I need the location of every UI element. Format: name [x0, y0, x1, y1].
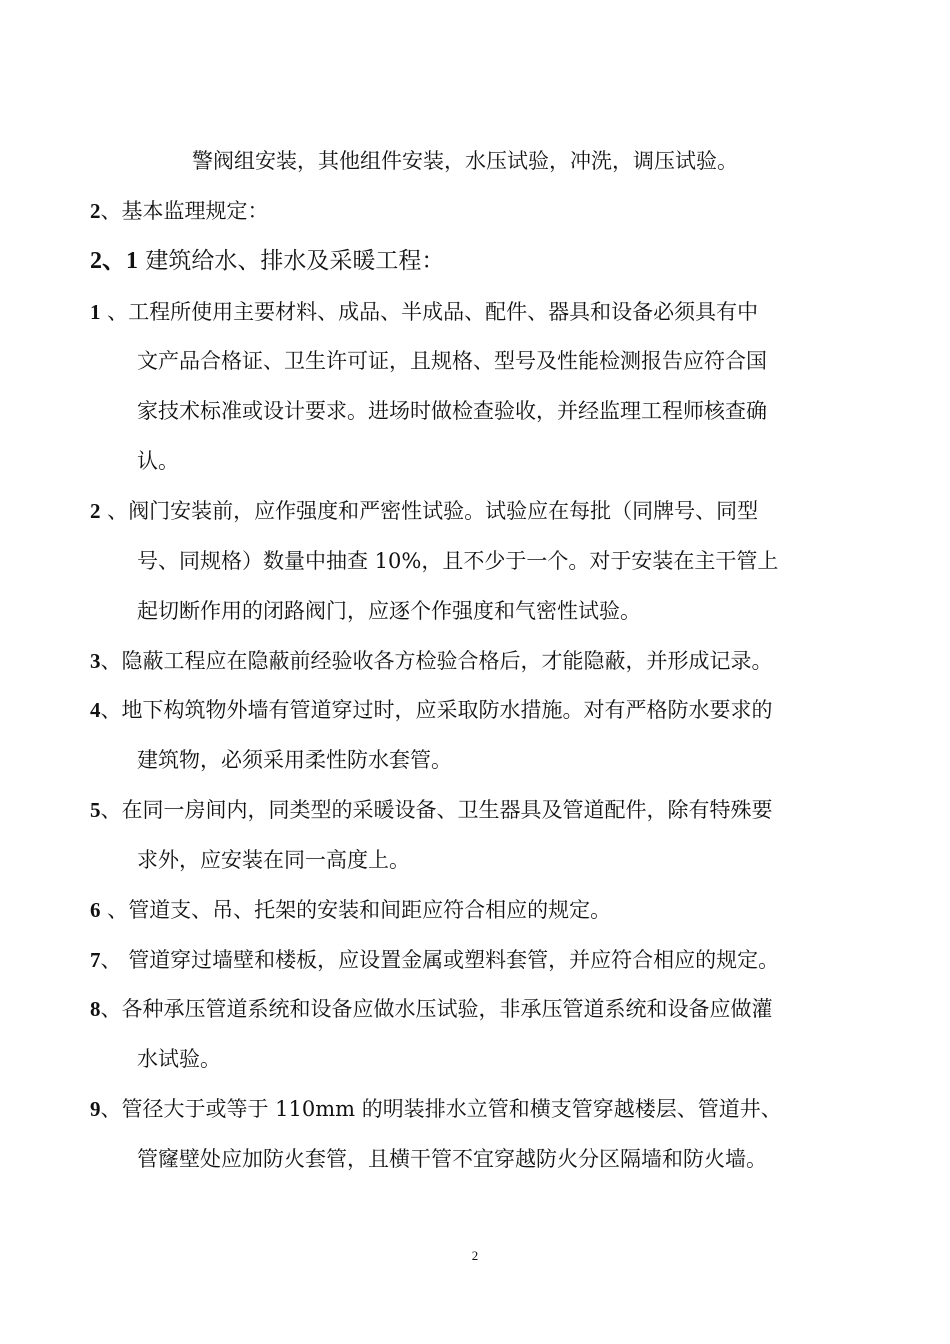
- line-text: 求外，应安装在同一高度上。: [137, 848, 410, 872]
- list-item-7: [90, 945, 779, 975]
- line-text: 管径大于或等于 110mm 的明装排水立管和横支管穿越楼层、管道井、: [121, 1097, 782, 1121]
- list-item-1: [90, 297, 758, 327]
- item-number: 4: [90, 698, 101, 722]
- line-sep: 、: [100, 948, 129, 972]
- line-sep: 、: [100, 499, 129, 523]
- item-number: 5: [90, 798, 101, 822]
- list-item-1-cont: [137, 446, 179, 476]
- list-item-9-cont: [137, 1144, 767, 1174]
- list-item-3: [90, 646, 773, 676]
- line-text: 警阀组安装，其他组件安装，水压试验，冲洗，调压试验。: [192, 149, 738, 173]
- list-item-1-cont: [137, 346, 767, 376]
- line-text: 认。: [137, 449, 179, 473]
- line-sep: 、: [100, 199, 122, 223]
- line-sep: 、: [100, 698, 122, 722]
- subsection-heading: [90, 246, 444, 276]
- line-text: 地下构筑物外墙有管道穿过时，应采取防水措施。对有严格防水要求的: [121, 698, 773, 722]
- list-item-9: [90, 1094, 782, 1124]
- page-number: 2: [471, 1248, 479, 1263]
- line-sep: 、: [100, 798, 122, 822]
- list-item-4: [90, 695, 773, 725]
- line-text: 管道支、吊、托架的安装和间距应符合相应的规定。: [128, 898, 612, 922]
- line-text: 水试验。: [137, 1047, 221, 1071]
- line-text: 建筑给水、排水及采暖工程：: [145, 248, 445, 274]
- item-number: 1: [90, 300, 101, 324]
- list-item-8: [90, 994, 773, 1024]
- line-sep: 、: [100, 997, 122, 1021]
- line-text: 阀门安装前，应作强度和严密性试验。试验应在每批（同牌号、同型: [128, 499, 759, 523]
- line-sep: 、: [100, 649, 122, 673]
- list-item-2: [90, 496, 758, 526]
- line-text: 建筑物，必须采用柔性防水套管。: [137, 748, 452, 772]
- list-item-6: [90, 895, 611, 925]
- list-item-2-cont: [137, 546, 778, 576]
- list-item-1-cont: [137, 396, 767, 426]
- line-text: 起切断作用的闭路阀门，应逐个作强度和气密性试验。: [137, 599, 641, 623]
- line-text: 管道穿过墙壁和楼板，应设置金属或塑料套管，并应符合相应的规定。: [128, 948, 780, 972]
- item-number: 9: [90, 1097, 101, 1121]
- list-item-8-cont: [137, 1044, 221, 1074]
- line-text: 隐蔽工程应在隐蔽前经验收各方检验合格后，才能隐蔽，并形成记录。: [121, 649, 773, 673]
- line-text: 号、同规格）数量中抽查 10%，且不少于一个。对于安装在主干管上: [137, 549, 779, 573]
- line-text: 家技术标准或设计要求。进场时做检查验收，并经监理工程师核查确: [137, 399, 767, 423]
- list-item-4-cont: [137, 745, 452, 775]
- line-text: 基本监理规定：: [121, 199, 269, 223]
- list-item-5-cont: [137, 845, 410, 875]
- item-number: 2: [90, 499, 101, 523]
- list-item-5: [90, 795, 773, 825]
- section-number: 2: [90, 199, 101, 223]
- item-number: 3: [90, 649, 101, 673]
- line-text: 在同一房间内，同类型的采暖设备、卫生器具及管道配件，除有特殊要: [121, 798, 773, 822]
- line-sep: 、: [100, 300, 129, 324]
- item-number: 7: [90, 948, 101, 972]
- line-sep: 、: [100, 1097, 122, 1121]
- line-text: 各种承压管道系统和设备应做水压试验，非承压管道系统和设备应做灌: [121, 997, 773, 1021]
- line-text: 管窿壁处应加防火套管，且横干管不宜穿越防火分区隔墙和防火墙。: [137, 1147, 767, 1171]
- section-heading: [90, 196, 269, 226]
- list-item-2-cont: [137, 596, 641, 626]
- item-number: 6: [90, 898, 101, 922]
- line-text: 工程所使用主要材料、成品、半成品、配件、器具和设备必须具有中: [128, 300, 759, 324]
- line-sep: 、: [100, 898, 129, 922]
- item-number: 8: [90, 997, 101, 1021]
- line-text: 文产品合格证、卫生许可证，且规格、型号及性能检测报告应符合国: [137, 349, 767, 373]
- text-line-1: [192, 146, 738, 176]
- subsection-number: 2、1: [90, 248, 138, 274]
